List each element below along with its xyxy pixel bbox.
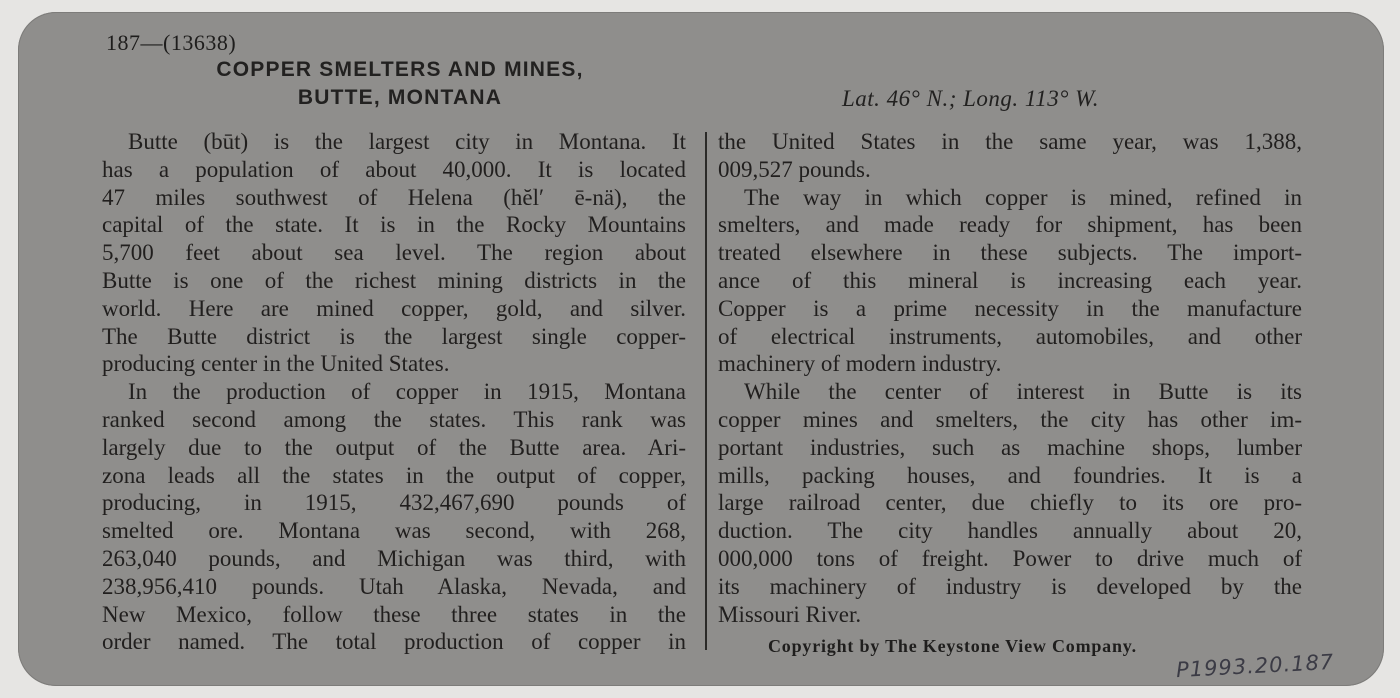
text-line: of electrical instruments, automobiles, and other (718, 323, 1302, 349)
text-line: has a population of about 40,000. It is located (102, 156, 686, 182)
text-line: ance of this mineral is increasing each year. (718, 267, 1302, 293)
accession-number: P1993.20.187 (1175, 649, 1335, 683)
text-line: 009,527 pounds. (718, 156, 871, 182)
text-line: mills, packing houses, and foundries. It is a (718, 462, 1302, 488)
text-line: 47 miles southwest of Helena (hĕl′ ē-nä), the (102, 184, 686, 210)
text-line: ranked second among the states. This rank was (102, 406, 686, 432)
card-title (100, 56, 700, 112)
text-line: The way in which copper is mined, refined in (744, 184, 1302, 210)
text-line: New Mexico, follow these three states in the (102, 601, 686, 627)
text-line: large railroad center, due chiefly to its ore pro- (718, 490, 1302, 516)
text-line: duction. The city handles annually about 20, (718, 518, 1302, 544)
text-line: capital of the state. It is in the Rocky Mountains (102, 212, 686, 238)
column-divider (705, 132, 707, 650)
right-text-column (718, 128, 1302, 628)
title-line-1: COPPER SMELTERS AND MINES, (216, 58, 584, 81)
text-line: largely due to the output of the Butte area. Ari- (102, 434, 686, 460)
text-line: smelters, and made ready for shipment, has been (718, 212, 1302, 238)
text-line: Missouri River. (718, 601, 862, 627)
catalog-number: 187—(13638) (106, 30, 237, 55)
text-line: smelted ore. Montana was second, with 268, (102, 518, 686, 544)
text-line: treated elsewhere in these subjects. The import- (718, 240, 1302, 266)
text-line: world. Here are mined copper, gold, and silver. (102, 295, 686, 321)
text-line: 263,040 pounds, and Michigan was third, with (102, 545, 686, 571)
text-line: Copper is a prime necessity in the manufacture (718, 295, 1302, 321)
text-line: the United States in the same year, was 1,388, (718, 129, 1302, 154)
text-line: The Butte district is the largest single copper- (102, 323, 686, 349)
text-line: portant industries, such as machine shops, lumber (718, 434, 1302, 460)
text-line: Butte is one of the richest mining districts in the (102, 267, 686, 293)
text-line: machinery of modern industry. (718, 351, 1002, 377)
text-line: While the center of interest in Butte is its (744, 379, 1302, 405)
text-line: zona leads all the states in the output of copper, (102, 462, 686, 488)
text-line: copper mines and smelters, the city has other im- (718, 406, 1302, 432)
text-line: Butte (būt) is the largest city in Montana. It (128, 129, 686, 154)
left-text-column (102, 128, 686, 656)
text-line: order named. The total production of copper in (102, 629, 686, 655)
text-line: producing, in 1915, 432,467,690 pounds of (102, 490, 686, 516)
text-line: producing center in the United States. (102, 351, 450, 377)
text-line: 5,700 feet about sea level. The region about (102, 240, 686, 266)
text-line: its machinery of industry is developed by the (718, 573, 1302, 599)
text-line: In the production of copper in 1915, Montana (128, 379, 686, 405)
copyright-notice: Copyright by The Keystone View Company. (768, 636, 1137, 656)
title-line-2: BUTTE, MONTANA (297, 86, 503, 109)
coordinates: Lat. 46° N.; Long. 113° W. (842, 86, 1099, 111)
text-line: 238,956,410 pounds. Utah Alaska, Nevada, and (102, 573, 686, 599)
text-line: 000,000 tons of freight. Power to drive much of (718, 545, 1302, 571)
